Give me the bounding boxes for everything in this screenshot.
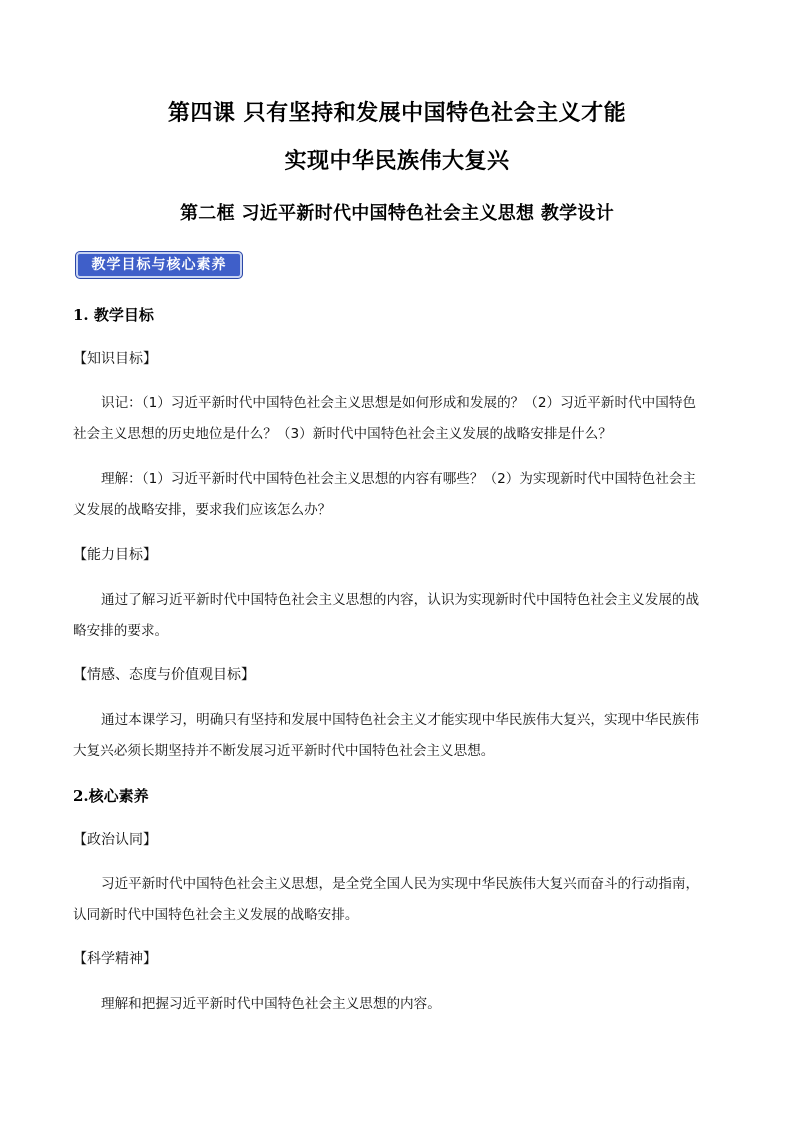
recall-line-2: 社会主义思想的历史地位是什么？（3）新时代中国特色社会主义发展的战略安排是什么？ [73,426,612,442]
recall-paragraph [73,388,723,450]
ability-line-1: 通过了解习近平新时代中国特色社会主义思想的内容，认识为实现新时代中国特色社会主义发展的战 [101,592,700,608]
recall-line-1: 识记：（1）习近平新时代中国特色社会主义思想是如何形成和发展的？（2）习近平新时代中国特色 [101,395,697,411]
political-line-2: 认同新时代中国特色社会主义发展的战略安排。 [73,907,359,923]
section-banner: 教学目标与核心素养 [76,252,242,278]
emotion-line-1: 通过本课学习，明确只有坚持和发展中国特色社会主义才能实现中华民族伟大复兴，实现中华民族伟 [101,712,700,728]
teaching-goals-heading: 1. 教学目标 [73,306,154,324]
emotion-line-2: 大复兴必须长期坚持并不断发展习近平新时代中国特色社会主义思想。 [73,743,495,759]
understand-line-1: 理解：（1）习近平新时代中国特色社会主义思想的内容有哪些？（2）为实现新时代中国特色社会主 [101,471,697,487]
emotion-paragraph [73,705,723,767]
scientific-spirit-label: 【科学精神】 [73,951,157,967]
political-line-1: 习近平新时代中国特色社会主义思想，是全党全国人民为实现中华民族伟大复兴而奋斗的行动指南， [101,876,700,892]
political-paragraph [73,869,723,931]
science-paragraph [73,989,723,1020]
emotion-goals-label: 【情感、态度与价值观目标】 [73,667,255,683]
ability-line-2: 略安排的要求。 [73,623,169,639]
ability-paragraph [73,585,723,647]
ability-goals-label: 【能力目标】 [73,547,157,563]
understand-line-2: 义发展的战略安排，要求我们应该怎么办？ [73,502,332,518]
lesson-title-line1: 第四课 只有坚持和发展中国特色社会主义才能 [167,100,627,126]
understand-paragraph [73,464,723,526]
science-line-1: 理解和把握习近平新时代中国特色社会主义思想的内容。 [101,996,441,1012]
political-identity-label: 【政治认同】 [73,832,157,848]
lesson-subtitle: 第二框 习近平新时代中国特色社会主义思想 教学设计 [179,203,615,224]
lesson-title-line2: 实现中华民族伟大复兴 [284,148,510,174]
knowledge-goals-label: 【知识目标】 [73,351,157,367]
core-literacy-heading: 2.核心素养 [73,787,149,805]
